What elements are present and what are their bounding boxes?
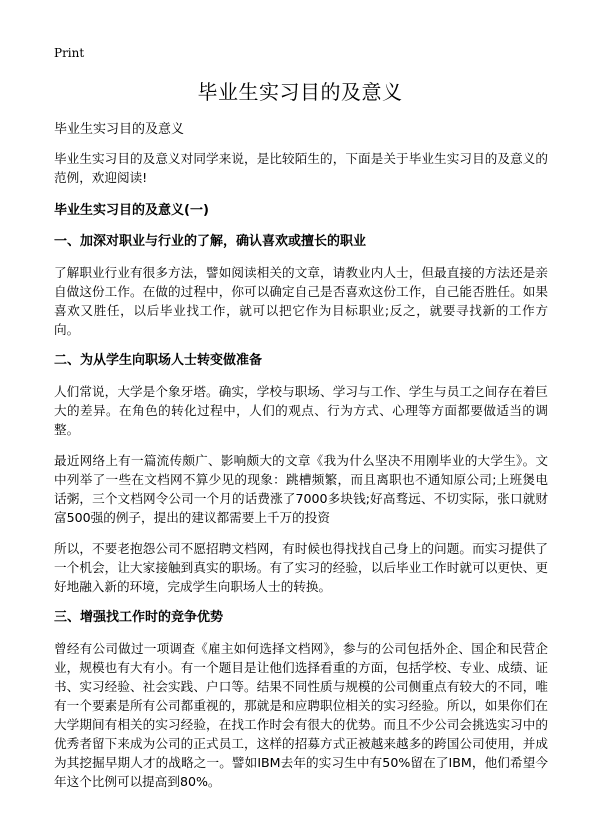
section-3-paragraph-1: 曾经有公司做过一项调查《雇主如何选择文档网》，参与的公司包括外企、国企和民营企业，规模也有大有小。有一个题目是让他们选择看重的方面，包括学校、专业、成绩、证书、实习经验、社会实践、户口等。结果不同性质与规模的公司侧重点有较大的不同，唯有一个要素是所有公司都重视的，那就是和应聘职位相关的实习经验。所以，如果你们在大学期间有相关的实习经验，在找工作时会有很大的优势。而且不少公司会挑选实习中的优秀者留下来成为公司的正式员工，这样的招募方式正被越来越多的跨国公司使用，并成为其挖掘早期人才的战略之一。譬如IBM去年的实习生中有50%留在了IBM，他们希望今年这个比例可以提高到80%。 [54, 641, 548, 789]
section-1-heading: 一、加深对职业与行业的了解，确认喜欢或擅长的职业 [54, 234, 367, 249]
section-2-heading: 二、为从学生向职场人士转变做准备 [54, 353, 263, 368]
print-link[interactable]: Print [54, 46, 85, 60]
section-heading: 毕业生实习目的及意义(一) [54, 203, 209, 218]
document-subtitle: 毕业生实习目的及意义 [54, 122, 185, 137]
document-body [54, 120, 548, 791]
intro-paragraph: 毕业生实习目的及意义对同学来说，是比较陌生的，下面是关于毕业生实习目的及意义的范例，欢迎阅读! [54, 151, 548, 185]
page-title: 毕业生实习目的及意义 [197, 80, 403, 104]
section-2-paragraph-1: 人们常说，大学是个象牙塔。确实，学校与职场、学习与工作、学生与员工之间存在着巨大的差异。在角色的转化过程中，人们的观点、行为方式、心理等方面都要做适当的调整。 [54, 384, 548, 437]
section-1-paragraph-1: 了解职业行业有很多方法，譬如阅读相关的文章，请教业内人士，但最直接的方法还是亲自做这份工作。在做的过程中，你可以确定自己是否喜欢这份工作，自己能否胜任。如果喜欢又胜任，以后毕业找工作，就可以把它作为目标职业;反之，就要寻找新的工作方向。 [54, 265, 548, 337]
section-3-heading: 三、增强找工作时的竞争优势 [54, 610, 224, 625]
section-2-paragraph-2: 最近网络上有一篇流传颇广、影响颇大的文章《我为什么坚决不用刚毕业的大学生》。文中列举了一些在文档网不算少见的现象：跳槽频繁，而且离职也不通知原公司;上班煲电话粥，三个文档网令公司一个月的话费涨了7000多块钱;好高骛远、不切实际，张口就财富500强的例子，提出的建议都需要上千万的投资 [54, 453, 548, 525]
section-2-paragraph-3: 所以，不要老抱怨公司不愿招聘文档网，有时候也得找找自己身上的问题。而实习提供了一个机会，让大家接触到真实的职场。有了实习的经验，以后毕业工作时就可以更快、更好地融入新的环境，完成学生向职场人士的转换。 [54, 541, 548, 594]
